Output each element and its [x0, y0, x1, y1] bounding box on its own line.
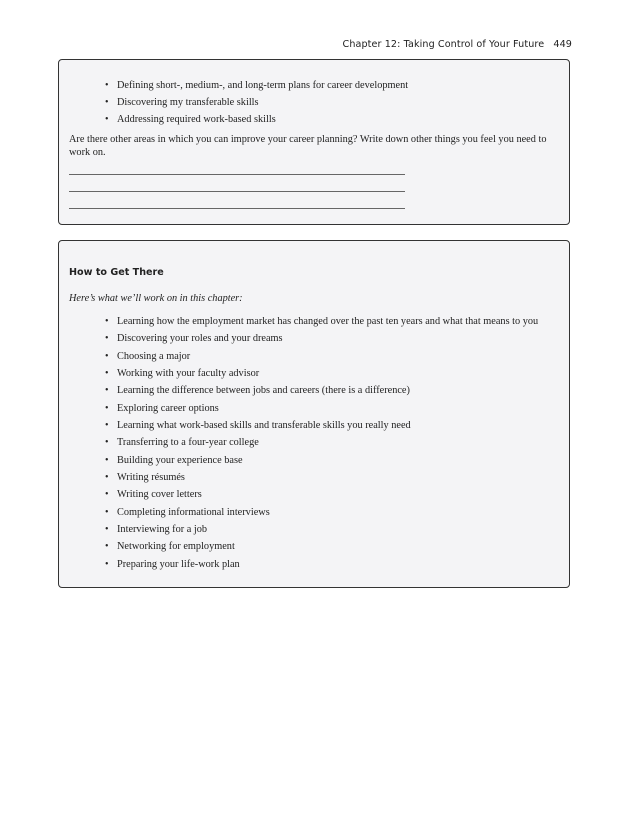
list-item: • Networking for employment: [117, 541, 235, 552]
list-item: • Choosing a major: [117, 351, 190, 362]
intro-text: Here’s what we’ll work on in this chapter:: [69, 293, 243, 304]
list-item: • Completing informational interviews: [117, 507, 270, 518]
answer-line[interactable]: [69, 191, 405, 192]
list-item: • Preparing your life-work plan: [117, 559, 240, 570]
list-item: • Learning how the employment market has changed over the past ten years and what that means to you: [117, 316, 538, 327]
answer-line[interactable]: [69, 208, 405, 209]
list-item: • Exploring career options: [117, 403, 219, 414]
chapter-title: Chapter 12: Taking Control of Your Future: [342, 39, 545, 50]
box-title: How to Get There: [69, 267, 164, 278]
list-item: • Defining short-, medium-, and long-term plans for career development: [117, 80, 408, 91]
career-planning-box: [58, 59, 570, 225]
list-item: • Discovering my transferable skills: [117, 97, 259, 108]
list-item: • Transferring to a four-year college: [117, 437, 259, 448]
list-item: • Working with your faculty advisor: [117, 368, 259, 379]
running-head: [343, 39, 572, 50]
list-item: • Building your experience base: [117, 455, 243, 466]
answer-line[interactable]: [69, 174, 405, 175]
reflection-prompt: Are there other areas in which you can improve your career planning? Write down other things you feel you need to work on.: [69, 134, 547, 158]
list-item: • Learning what work-based skills and transferable skills you really need: [117, 420, 411, 431]
list-item: • Interviewing for a job: [117, 524, 207, 535]
list-item: • Writing cover letters: [117, 489, 202, 500]
list-item: • Discovering your roles and your dreams: [117, 333, 283, 344]
list-item: • Learning the difference between jobs and careers (there is a difference): [117, 385, 410, 396]
page-number: 449: [553, 39, 572, 50]
list-item: • Writing résumés: [117, 472, 185, 483]
list-item: • Addressing required work-based skills: [117, 114, 276, 125]
how-to-get-there-box: [58, 240, 570, 588]
